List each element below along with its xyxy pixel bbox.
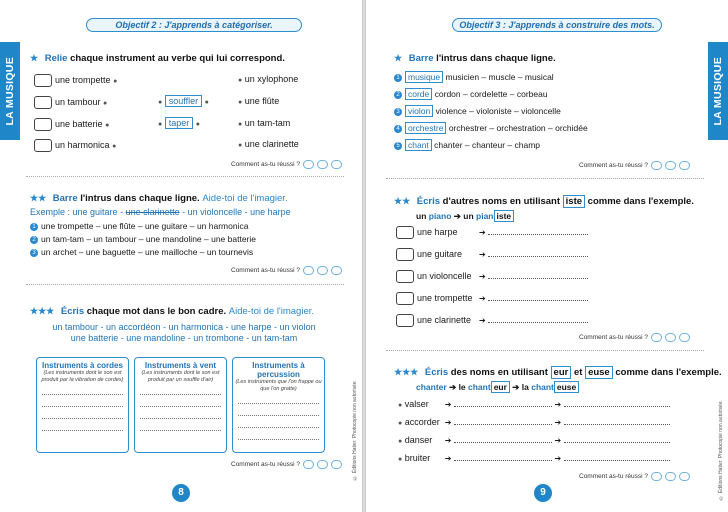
- answer-line[interactable]: [564, 424, 670, 425]
- example-line: chanter ➔ le chant eur ➔ la chant euse: [416, 381, 702, 393]
- smiley-icon[interactable]: [317, 460, 328, 469]
- answer-line[interactable]: [564, 460, 670, 461]
- exercise-barre: ★★ Barre l'intrus dans chaque ligne. Aide-toi de l'imagier. Exemple : une guitare - une clarinette - un violoncelle - une harpe 1 une trompette – une flûte – une guitare – un harmonica 2 un tam-tam – un tambour – une mandoline – une batterie 3 un archet – une baguette – une mailloche – un tournevis: [30, 193, 338, 257]
- answer-line[interactable]: [488, 300, 588, 301]
- instruction-keyword: Relie: [44, 53, 68, 64]
- list-item: ● bruiter ➔ ➔: [398, 453, 670, 463]
- list-item: une guitare ➔: [396, 248, 588, 261]
- divider: [26, 284, 344, 285]
- instrument-row: une batterie ●: [34, 118, 109, 131]
- star-icon: ★★★: [394, 367, 419, 377]
- instruction-keyword: Écris: [416, 196, 441, 207]
- side-tab: LA MUSIQUE: [708, 42, 728, 140]
- harmonica-icon: [34, 139, 52, 152]
- answer-line[interactable]: [488, 322, 588, 323]
- answer-line[interactable]: [140, 430, 221, 431]
- answer-line[interactable]: [42, 430, 123, 431]
- answer-line[interactable]: [564, 442, 670, 443]
- answer-line[interactable]: [42, 418, 123, 419]
- smiley-icon[interactable]: [651, 333, 662, 342]
- exercise-ecris: ★★★ Écris chaque mot dans le bon cadre. Aide-toi de l'imagier. un tambour - un accordéon - un harmonica - une harpe - un violon une batterie - une mandoline - un trombone - un tam-tam: [30, 306, 338, 343]
- smiley-icon[interactable]: [317, 160, 328, 169]
- example-line: Exemple : une guitare - une clarinette - un violoncelle - une harpe: [30, 207, 291, 217]
- smiley-icon[interactable]: [665, 161, 676, 170]
- list-item: un violoncelle ➔: [396, 270, 588, 283]
- instrument-row: un tambour ●: [34, 96, 107, 109]
- list-item: une trompette ➔: [396, 292, 588, 305]
- smiley-icon[interactable]: [679, 161, 690, 170]
- instruction-keyword: Écris: [60, 306, 85, 317]
- copyright-note: © Éditions Hatier. Photocopie non autorisée.: [352, 380, 358, 481]
- smiley-icon[interactable]: [679, 333, 690, 342]
- list-item: ● valser ➔ ➔: [398, 399, 670, 409]
- smiley-icon[interactable]: [303, 266, 314, 275]
- harp-icon: [396, 226, 414, 239]
- self-evaluation: Comment as-tu réussi ?: [231, 160, 342, 169]
- smiley-icon[interactable]: [331, 460, 342, 469]
- answer-line[interactable]: [140, 406, 221, 407]
- trumpet-icon: [396, 292, 414, 305]
- list-item: une clarinette ➔: [396, 314, 588, 327]
- word-list: un tambour - un accordéon - un harmonica - une harpe - un violon: [52, 322, 316, 332]
- list-item: 1 musique musicien – muscle – musical: [394, 71, 702, 83]
- instrument-row: un harmonica ●: [34, 139, 116, 152]
- answer-line[interactable]: [488, 234, 588, 235]
- answer-line[interactable]: [238, 415, 319, 416]
- exercise-eur-euse: ★★★ Écris des noms en utilisant eur et euse comme dans l'exemple. chanter ➔ le chant eur ➔ la chant euse: [394, 367, 722, 392]
- divider: [386, 350, 704, 351]
- instrument-row: ● une clarinette: [238, 139, 299, 149]
- answer-line[interactable]: [454, 460, 552, 461]
- instrument-row: ● un xylophone: [238, 74, 299, 84]
- verb-box: taper: [165, 117, 194, 129]
- instrument-row: ● une flûte: [238, 96, 280, 106]
- answer-line[interactable]: [454, 442, 552, 443]
- cadre-cordes: Instruments à cordes (Les instruments dont le son est produit par la vibration de cordes): [36, 357, 129, 453]
- smiley-icon[interactable]: [651, 161, 662, 170]
- right-page: [366, 0, 728, 512]
- self-evaluation: Comment as-tu réussi ?: [579, 161, 690, 170]
- instrument-row: une trompette ●: [34, 74, 117, 87]
- star-icon: ★: [394, 53, 403, 63]
- smiley-icon[interactable]: [303, 460, 314, 469]
- page-number: 8: [172, 484, 190, 502]
- list-item: 2 corde cordon – cordelette – corbeau: [394, 88, 702, 100]
- smiley-icon[interactable]: [303, 160, 314, 169]
- list-item: 3 un archet – une baguette – une mailloche – un tournevis: [30, 247, 338, 257]
- star-icon: ★★: [394, 196, 411, 206]
- side-tab: LA MUSIQUE: [0, 42, 20, 140]
- exercise-barre-mots: ★ Barre l'intrus dans chaque ligne. 1 musique musicien – muscle – musical 2 corde cordon – cordelette – corbeau 3 violon violence – violoniste – violoncelle 4 orchestre orchestrer – orchestration – orchidée 5 chant chanter – chanteur – champ: [394, 53, 702, 151]
- cadre-percussion: Instruments à percussion (Les instruments que l'on frappe ou que l'on gratte): [232, 357, 325, 453]
- guitar-icon: [396, 248, 414, 261]
- drum-icon: [34, 96, 52, 109]
- smiley-icon[interactable]: [317, 266, 328, 275]
- smiley-icon[interactable]: [331, 160, 342, 169]
- clarinet-icon: [396, 314, 414, 327]
- self-evaluation: Comment as-tu réussi ?: [231, 460, 342, 469]
- divider: [26, 176, 344, 177]
- answer-line[interactable]: [140, 418, 221, 419]
- list-item: ● accorder ➔ ➔: [398, 417, 670, 427]
- left-page: [0, 0, 362, 512]
- answer-line[interactable]: [564, 406, 670, 407]
- list-item: une harpe ➔: [396, 226, 588, 239]
- verb-box: souffler: [165, 95, 202, 107]
- answer-line[interactable]: [238, 439, 319, 440]
- list-item: 1 une trompette – une flûte – une guitare – un harmonica: [30, 221, 338, 231]
- star-icon: ★★: [30, 193, 47, 203]
- example-line: un piano ➔ un pian iste: [416, 210, 702, 222]
- smiley-icon[interactable]: [665, 333, 676, 342]
- drum-kit-icon: [34, 118, 52, 131]
- instruction-keyword: Barre: [52, 193, 78, 204]
- smiley-icon[interactable]: [679, 472, 690, 481]
- word-list: une batterie - une mandoline - un trombone - un tam-tam: [70, 333, 298, 343]
- answer-line[interactable]: [238, 403, 319, 404]
- self-evaluation: Comment as-tu réussi ?: [579, 472, 690, 481]
- exercise-iste: ★★ Écris d'autres noms en utilisant iste comme dans l'exemple. un piano ➔ un pian iste: [394, 195, 702, 222]
- answer-line[interactable]: [454, 406, 552, 407]
- instruction-keyword: Barre: [408, 53, 434, 64]
- answer-line[interactable]: [238, 427, 319, 428]
- answer-line[interactable]: [488, 256, 588, 257]
- divider: [386, 178, 704, 179]
- answer-line[interactable]: [488, 278, 588, 279]
- list-item: 4 orchestre orchestrer – orchestration – orchidée: [394, 122, 702, 134]
- smiley-icon[interactable]: [651, 472, 662, 481]
- star-icon: ★: [30, 53, 39, 63]
- objective-banner: Objectif 3 : J'apprends à construire des mots.: [452, 18, 662, 32]
- answer-line[interactable]: [140, 394, 221, 395]
- cadre-vent: Instruments à vent (Les instruments dont le son est produit par un souffle d'air): [134, 357, 227, 453]
- verb-row: ● taper ●: [158, 118, 201, 128]
- self-evaluation: Comment as-tu réussi ?: [579, 333, 690, 342]
- instrument-row: ● un tam-tam: [238, 118, 291, 128]
- exercise-relie: ★ Relie chaque instrument au verbe qui lui correspond.: [30, 53, 285, 64]
- list-item: 3 violon violence – violoniste – violoncelle: [394, 105, 702, 117]
- self-evaluation: Comment as-tu réussi ?: [231, 266, 342, 275]
- cello-icon: [396, 270, 414, 283]
- page-number: 9: [534, 484, 552, 502]
- smiley-icon[interactable]: [331, 266, 342, 275]
- smiley-icon[interactable]: [665, 472, 676, 481]
- objective-banner: Objectif 2 : J'apprends à catégoriser.: [86, 18, 302, 32]
- answer-line[interactable]: [454, 424, 552, 425]
- star-icon: ★★★: [30, 306, 55, 316]
- list-item: 5 chant chanter – chanteur – champ: [394, 139, 702, 151]
- answer-line[interactable]: [42, 406, 123, 407]
- list-item: ● danser ➔ ➔: [398, 435, 670, 445]
- verb-row: ● souffler ●: [158, 96, 209, 106]
- trumpet-icon: [34, 74, 52, 87]
- list-item: 2 un tam-tam – un tambour – une mandoline – une batterie: [30, 234, 338, 244]
- answer-line[interactable]: [42, 394, 123, 395]
- instruction-keyword: Écris: [424, 367, 449, 378]
- copyright-note: © Éditions Hatier. Photocopie non autorisée.: [718, 400, 724, 501]
